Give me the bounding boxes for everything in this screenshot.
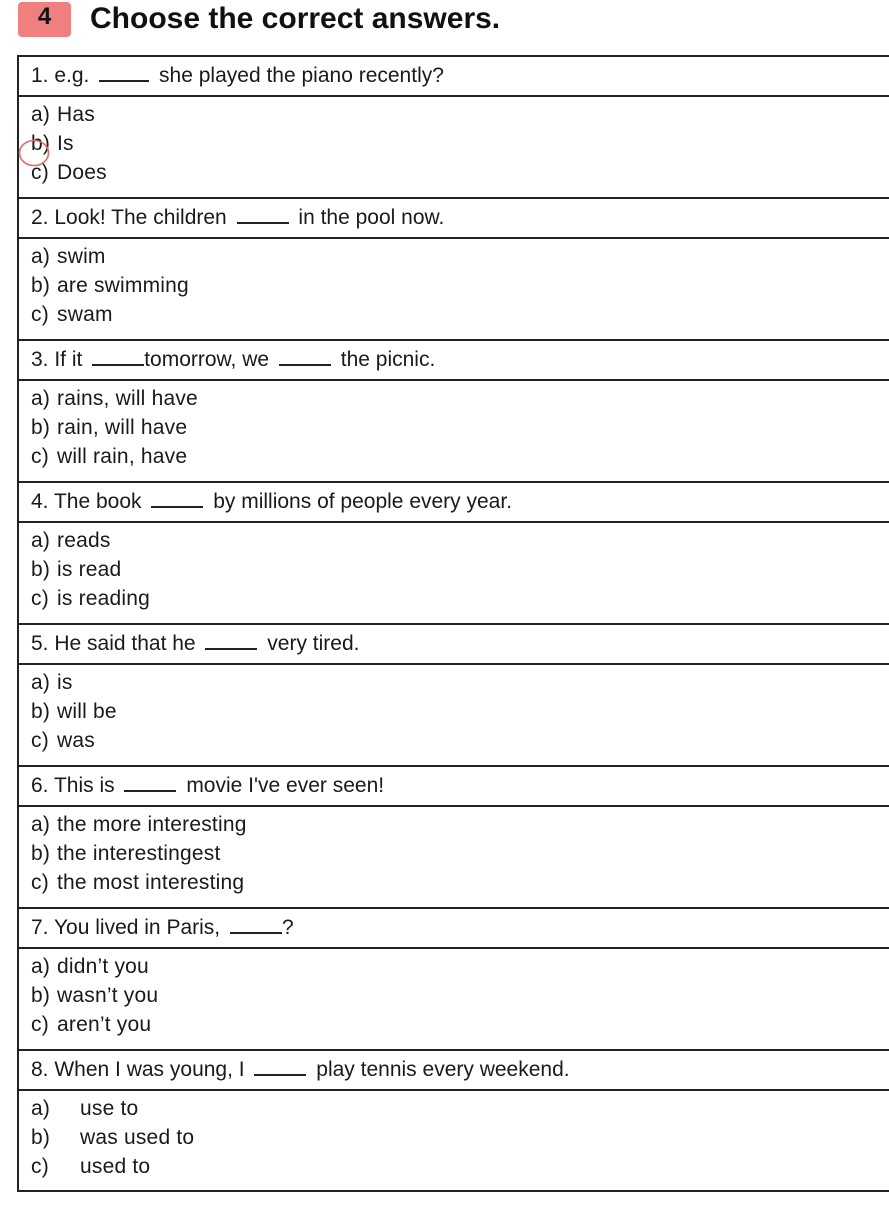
question-7-options <box>19 949 889 1051</box>
option-4a[interactable]: a) reads <box>31 529 111 552</box>
option-4c[interactable]: c) is reading <box>31 587 151 610</box>
answer-blank <box>205 626 257 650</box>
question-4: 4. The book by millions of people every year. <box>19 483 889 523</box>
option-6c[interactable]: c) the most interesting <box>31 871 245 894</box>
question-3-options <box>19 381 889 483</box>
option-8b[interactable]: b) was used to <box>31 1126 195 1149</box>
option-7b[interactable]: b) wasn’t you <box>31 984 159 1007</box>
option-1c[interactable]: c) Does <box>31 161 107 184</box>
question-4-options <box>19 523 889 625</box>
answer-blank <box>279 342 331 366</box>
question-8-options <box>19 1091 889 1192</box>
answer-blank <box>92 342 144 366</box>
option-1a[interactable]: a) Has <box>31 103 95 126</box>
option-6a[interactable]: a) the more interesting <box>31 813 247 836</box>
question-3: 3. If it tomorrow, we the picnic. <box>19 341 889 381</box>
question-5-options <box>19 665 889 767</box>
exercise-title: Choose the correct answers. <box>90 2 501 35</box>
option-2c[interactable]: c) swam <box>31 303 113 326</box>
question-2: 2. Look! The children in the pool now. <box>19 199 889 239</box>
question-6-options <box>19 807 889 909</box>
question-6: 6. This is movie I've ever seen! <box>19 767 889 807</box>
answer-blank <box>151 484 203 508</box>
answer-blank <box>230 910 282 934</box>
question-5: 5. He said that he very tired. <box>19 625 889 665</box>
option-7c[interactable]: c) aren’t you <box>31 1013 152 1036</box>
question-1-text-end: she played the piano recently? <box>153 64 444 87</box>
exercise-number-badge: 4 <box>18 2 71 37</box>
answer-blank <box>254 1052 306 1076</box>
option-1b[interactable]: b) Is <box>31 132 74 155</box>
option-3a[interactable]: a) rains, will have <box>31 387 198 410</box>
option-7a[interactable]: a) didn’t you <box>31 955 149 978</box>
option-5b[interactable]: b) will be <box>31 700 117 723</box>
option-3b[interactable]: b) rain, will have <box>31 416 188 439</box>
question-table <box>17 55 889 1192</box>
question-1-options <box>19 97 889 199</box>
question-2-options <box>19 239 889 341</box>
option-6b[interactable]: b) the interestingest <box>31 842 221 865</box>
question-1 <box>19 57 889 97</box>
answer-blank <box>99 58 149 82</box>
question-1-text-start: 1. e.g. <box>31 64 96 87</box>
answer-blank <box>124 768 176 792</box>
option-3c[interactable]: c) will rain, have <box>31 445 188 468</box>
option-4b[interactable]: b) is read <box>31 558 122 581</box>
option-8c[interactable]: c) used to <box>31 1155 151 1178</box>
question-7: 7. You lived in Paris, ? <box>19 909 889 949</box>
exercise-header <box>0 0 889 44</box>
option-5c[interactable]: c) was <box>31 729 95 752</box>
option-2b[interactable]: b) are swimming <box>31 274 189 297</box>
answer-blank <box>237 200 289 224</box>
option-8a[interactable]: a) use to <box>31 1097 139 1120</box>
option-2a[interactable]: a) swim <box>31 245 106 268</box>
option-5a[interactable]: a) is <box>31 671 73 694</box>
question-8: 8. When I was young, I play tennis every weekend. <box>19 1051 889 1091</box>
